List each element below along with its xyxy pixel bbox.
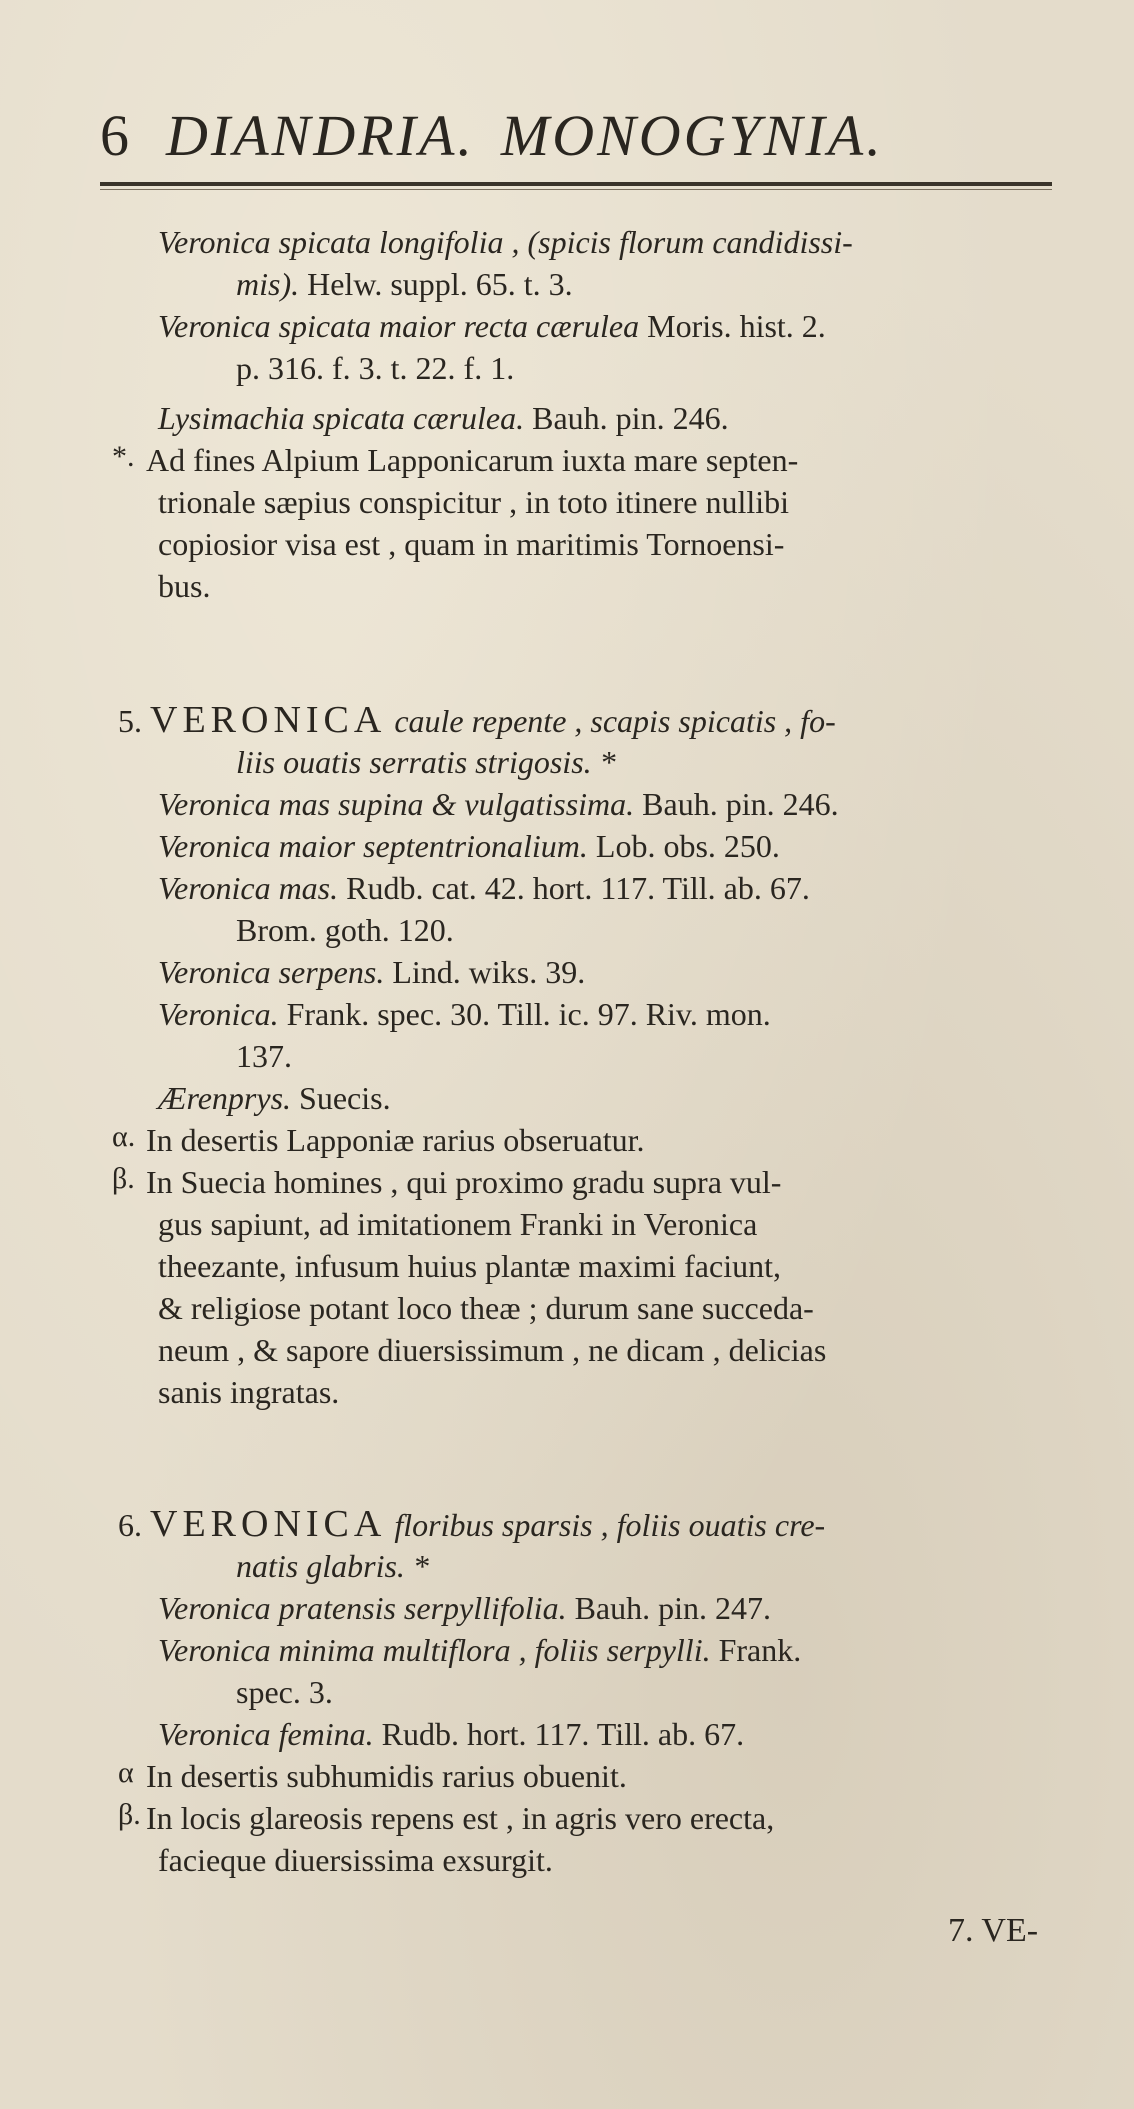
text-line: trionale sæpius conspicitur , in toto itinere nullibi — [158, 484, 790, 520]
text-line: Ærenprys. Suecis. — [158, 1080, 391, 1116]
text-line: Veronica mas. Rudb. cat. 42. hort. 117. Till. ab. 67. — [158, 870, 810, 906]
text-line: p. 316. f. 3. t. 22. f. 1. — [236, 350, 515, 386]
text-line: In locis glareosis repens est , in agris vero erecta, — [146, 1800, 775, 1836]
text-line: Brom. goth. 120. — [236, 912, 454, 948]
text-line: Veronica maior septentrionalium. Lob. obs. 250. — [158, 828, 780, 864]
text-line: Veronica pratensis serpyllifolia. Bauh. pin. 247. — [158, 1590, 771, 1626]
text-line: Veronica serpens. Lind. wiks. 39. — [158, 954, 586, 990]
header-rule — [100, 182, 1052, 186]
text-line: Veronica mas supina & vulgatissima. Bauh. pin. 246. — [158, 786, 839, 822]
text-line: Lysimachia spicata cærulea. Bauh. pin. 246. — [158, 400, 729, 436]
text-line: spec. 3. — [236, 1674, 333, 1710]
text-line: In Suecia homines , qui proximo gradu supra vul- — [146, 1164, 782, 1200]
text-line: natis glabris. * — [236, 1548, 429, 1584]
genus-name: VERONICA — [150, 1503, 387, 1545]
note-mark: β. — [118, 1798, 141, 1831]
text-line: & religiose potant loco theæ ; durum sane succeda- — [158, 1290, 814, 1326]
genus-name: VERONICA — [150, 699, 387, 741]
note-mark: *. — [112, 440, 135, 473]
running-title-monogynia: MONOGYNIA. — [500, 103, 884, 168]
text-line: Veronica spicata maior recta cærulea Moris. hist. 2. — [158, 308, 826, 344]
text-line: bus. — [158, 568, 211, 604]
text-line: facieque diuersissima exsurgit. — [158, 1842, 553, 1878]
text-line: mis). Helw. suppl. 65. t. 3. — [236, 266, 573, 302]
running-title-diandria: DIANDRIA. — [166, 103, 475, 168]
text-line: gus sapiunt, ad imitationem Franki in Veronica — [158, 1206, 758, 1242]
text-line: liis ouatis serratis strigosis. * — [236, 744, 616, 780]
text-line: sanis ingratas. — [158, 1374, 340, 1410]
species-number: 6. — [118, 1507, 142, 1543]
catchword: 7. VE- — [948, 1912, 1039, 1949]
species-heading: 6. VERONICA floribus sparsis , foliis ouatis cre- — [118, 1503, 826, 1545]
text-line: theezante, infusum huius plantæ maximi faciunt, — [158, 1248, 781, 1284]
text-line: In desertis subhumidis rarius obuenit. — [146, 1758, 627, 1794]
running-head — [100, 102, 1040, 169]
text-line: copiosior visa est , quam in maritimis Tornoensi- — [158, 526, 785, 562]
text-line: Ad fines Alpium Lapponicarum iuxta mare septen- — [146, 442, 799, 478]
species-number: 5. — [118, 703, 142, 739]
note-mark: β. — [112, 1162, 135, 1195]
text-line: In desertis Lapponiæ rarius obseruatur. — [146, 1122, 645, 1158]
text-line: Veronica spicata longifolia , (spicis florum candidissi- — [158, 224, 853, 260]
text-line: Veronica minima multiflora , foliis serpylli. Frank. — [158, 1632, 802, 1668]
text-line: 137. — [236, 1038, 292, 1074]
note-mark: α. — [112, 1120, 136, 1153]
header-rule-thin — [100, 189, 1052, 190]
text-line: Veronica femina. Rudb. hort. 117. Till. ab. 67. — [158, 1716, 745, 1752]
species-heading: 5. VERONICA caule repente , scapis spicatis , fo- — [118, 699, 836, 741]
page-number: 6 — [100, 103, 132, 168]
text-line: Veronica. Frank. spec. 30. Till. ic. 97. Riv. mon. — [158, 996, 771, 1032]
text-line: neum , & sapore diuersissimum , ne dicam , delicias — [158, 1332, 827, 1368]
note-mark: α — [118, 1756, 134, 1789]
